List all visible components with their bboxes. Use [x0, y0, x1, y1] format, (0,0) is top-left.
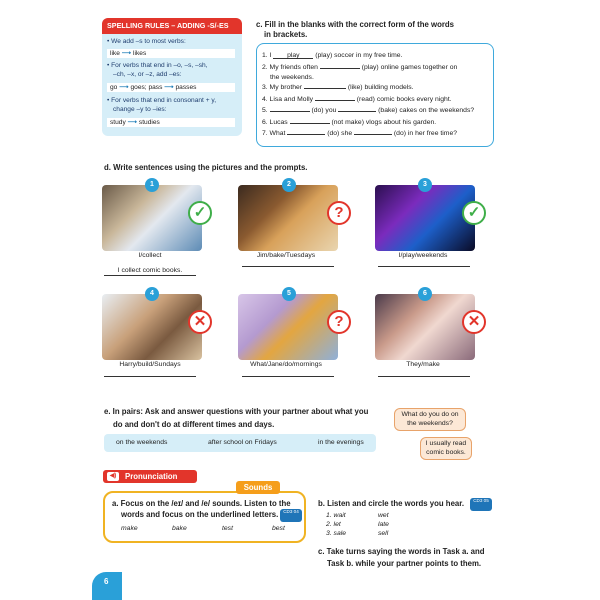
answer-blank[interactable] [338, 105, 376, 112]
spelling-rule-3b: change –y to –ies: [113, 106, 167, 113]
photo-reading-comic [238, 294, 338, 360]
arrow-icon: ⟶ [119, 84, 129, 91]
prompt-2: Jim/bake/Tuesdays [256, 252, 316, 259]
task-c-item-6: 6. Lucas (not make) vlogs about his garden. [262, 118, 437, 126]
answer-blank[interactable] [287, 128, 325, 135]
number-badge: 6 [418, 287, 432, 301]
prompt-4: Harry/build/Sundays [119, 361, 181, 368]
number-badge: 1 [145, 178, 159, 192]
pair-1-a[interactable]: 1. wait [326, 512, 346, 519]
answer-blank[interactable] [354, 128, 392, 135]
spelling-rules-title: SPELLING RULES – ADDING -S/-ES [102, 18, 242, 34]
cross-icon: ✕ [188, 310, 212, 334]
pron-a-heading-2: words and focus on the underlined letters. [121, 510, 279, 519]
arrow-icon: ⟶ [127, 119, 138, 126]
answer-blank[interactable] [290, 117, 330, 124]
spelling-example-1: like ⟶ likes [107, 49, 235, 58]
word-make: make [121, 525, 138, 532]
task-c-item-2-cont: the weekends. [270, 74, 314, 81]
task-c-item-3: 3. My brother (like) building models. [262, 84, 414, 91]
photo-gaming [375, 185, 475, 251]
answer-line-5[interactable] [242, 376, 334, 377]
answer-line-1[interactable]: I collect comic books. [104, 266, 196, 276]
spelling-rule-2a: • For verbs that end in –o, –s, –sh, [107, 62, 208, 69]
spelling-rule-1: • We add –s to most verbs: [107, 38, 186, 45]
task-d-heading: d. Write sentences using the pictures and the prompts. [104, 163, 308, 172]
page-number: 6 [92, 572, 122, 600]
prompt-6: They/make [406, 361, 440, 368]
audio-track-button[interactable]: CD3 04 [280, 509, 302, 522]
spelling-example-3: study ⟶ studies [107, 118, 235, 127]
answer-blank[interactable] [304, 82, 346, 89]
word-test: test [222, 525, 233, 532]
phrase-2: after school on Fridays [208, 439, 277, 446]
audio-track-button[interactable]: CD3 05 [470, 498, 492, 511]
task-c-heading: c. Fill in the blanks with the correct form of the words [256, 20, 454, 29]
answer-line-4[interactable] [104, 376, 196, 377]
word-best: best [272, 525, 285, 532]
speech-bubble-answer: I usually read comic books. [420, 437, 472, 460]
prompt-1: I/collect [138, 252, 162, 259]
check-icon: ✓ [188, 201, 212, 225]
speaker-icon: ◀) [107, 472, 119, 481]
answer-blank[interactable] [270, 105, 310, 112]
photo-comic-books [102, 185, 202, 251]
photo-building-model [102, 294, 202, 360]
task-c-item-2: 2. My friends often (play) online games together on [262, 63, 458, 71]
photo-pancakes [238, 185, 338, 251]
arrow-icon: ⟶ [164, 84, 174, 91]
pair-1-b[interactable]: wet [378, 512, 389, 519]
arrow-icon: ⟶ [121, 50, 132, 57]
spelling-example-2: go ⟶ goes; pass ⟶ passes [107, 83, 235, 92]
task-c-item-1: 1. I play (play) soccer in my free time. [262, 52, 403, 59]
answer-line-2[interactable] [242, 266, 334, 267]
answer-line-3[interactable] [378, 266, 470, 267]
phrase-1: on the weekends [116, 439, 168, 446]
pair-2-a[interactable]: 2. let [326, 521, 341, 528]
pron-b-heading: b. Listen and circle the words you hear. [318, 499, 465, 508]
phrase-3: in the evenings [318, 439, 364, 446]
pair-3-a[interactable]: 3. sale [326, 530, 347, 537]
pair-2-b[interactable]: late [378, 521, 389, 528]
pron-c-heading-2: Task b. while your partner points to them. [327, 559, 482, 568]
cross-icon: ✕ [462, 310, 486, 334]
pronunciation-label: Pronunciation [103, 470, 197, 483]
number-badge: 2 [282, 178, 296, 192]
word-bake: bake [172, 525, 187, 532]
task-c-item-7: 7. What (do) she (do) in her free time? [262, 130, 458, 137]
check-icon: ✓ [462, 201, 486, 225]
task-c-list [262, 50, 474, 140]
number-badge: 5 [282, 287, 296, 301]
prompt-5: What/Jane/do/mornings [250, 361, 322, 368]
prompt-3: I/play/weekends [398, 252, 448, 259]
answer-blank[interactable]: play [273, 52, 313, 59]
pair-3-b[interactable]: sell [378, 530, 389, 537]
sounds-label: Sounds [236, 481, 280, 494]
task-c-item-4: 4. Lisa and Molly (read) comic books every night. [262, 95, 452, 103]
question-icon: ? [327, 201, 351, 225]
question-icon: ? [327, 310, 351, 334]
task-c-heading-2: in brackets. [264, 30, 308, 39]
spelling-rule-3a: • For verbs that end in consonant + y, [107, 97, 217, 104]
number-badge: 3 [418, 178, 432, 192]
photo-vlogging [375, 294, 475, 360]
spelling-rule-2b: –ch, –x, or –z, add –es: [113, 71, 182, 78]
answer-blank[interactable] [320, 62, 360, 69]
answer-blank[interactable] [315, 94, 355, 101]
speech-bubble-question: What do you do on the weekends? [394, 408, 466, 431]
number-badge: 4 [145, 287, 159, 301]
pron-a-heading: a. Focus on the /eɪ/ and /e/ sounds. Listen to the [112, 499, 291, 508]
task-c-item-5: 5. (do) you (bake) cakes on the weekends? [262, 107, 475, 114]
task-e-heading-2: do and don't do at different times and days. [113, 420, 275, 429]
pron-c-heading: c. Take turns saying the words in Task a. and [318, 547, 485, 556]
task-e-heading: e. In pairs: Ask and answer questions with your partner about what you [104, 407, 369, 416]
answer-line-6[interactable] [378, 376, 470, 377]
phrase-bar [104, 434, 376, 452]
